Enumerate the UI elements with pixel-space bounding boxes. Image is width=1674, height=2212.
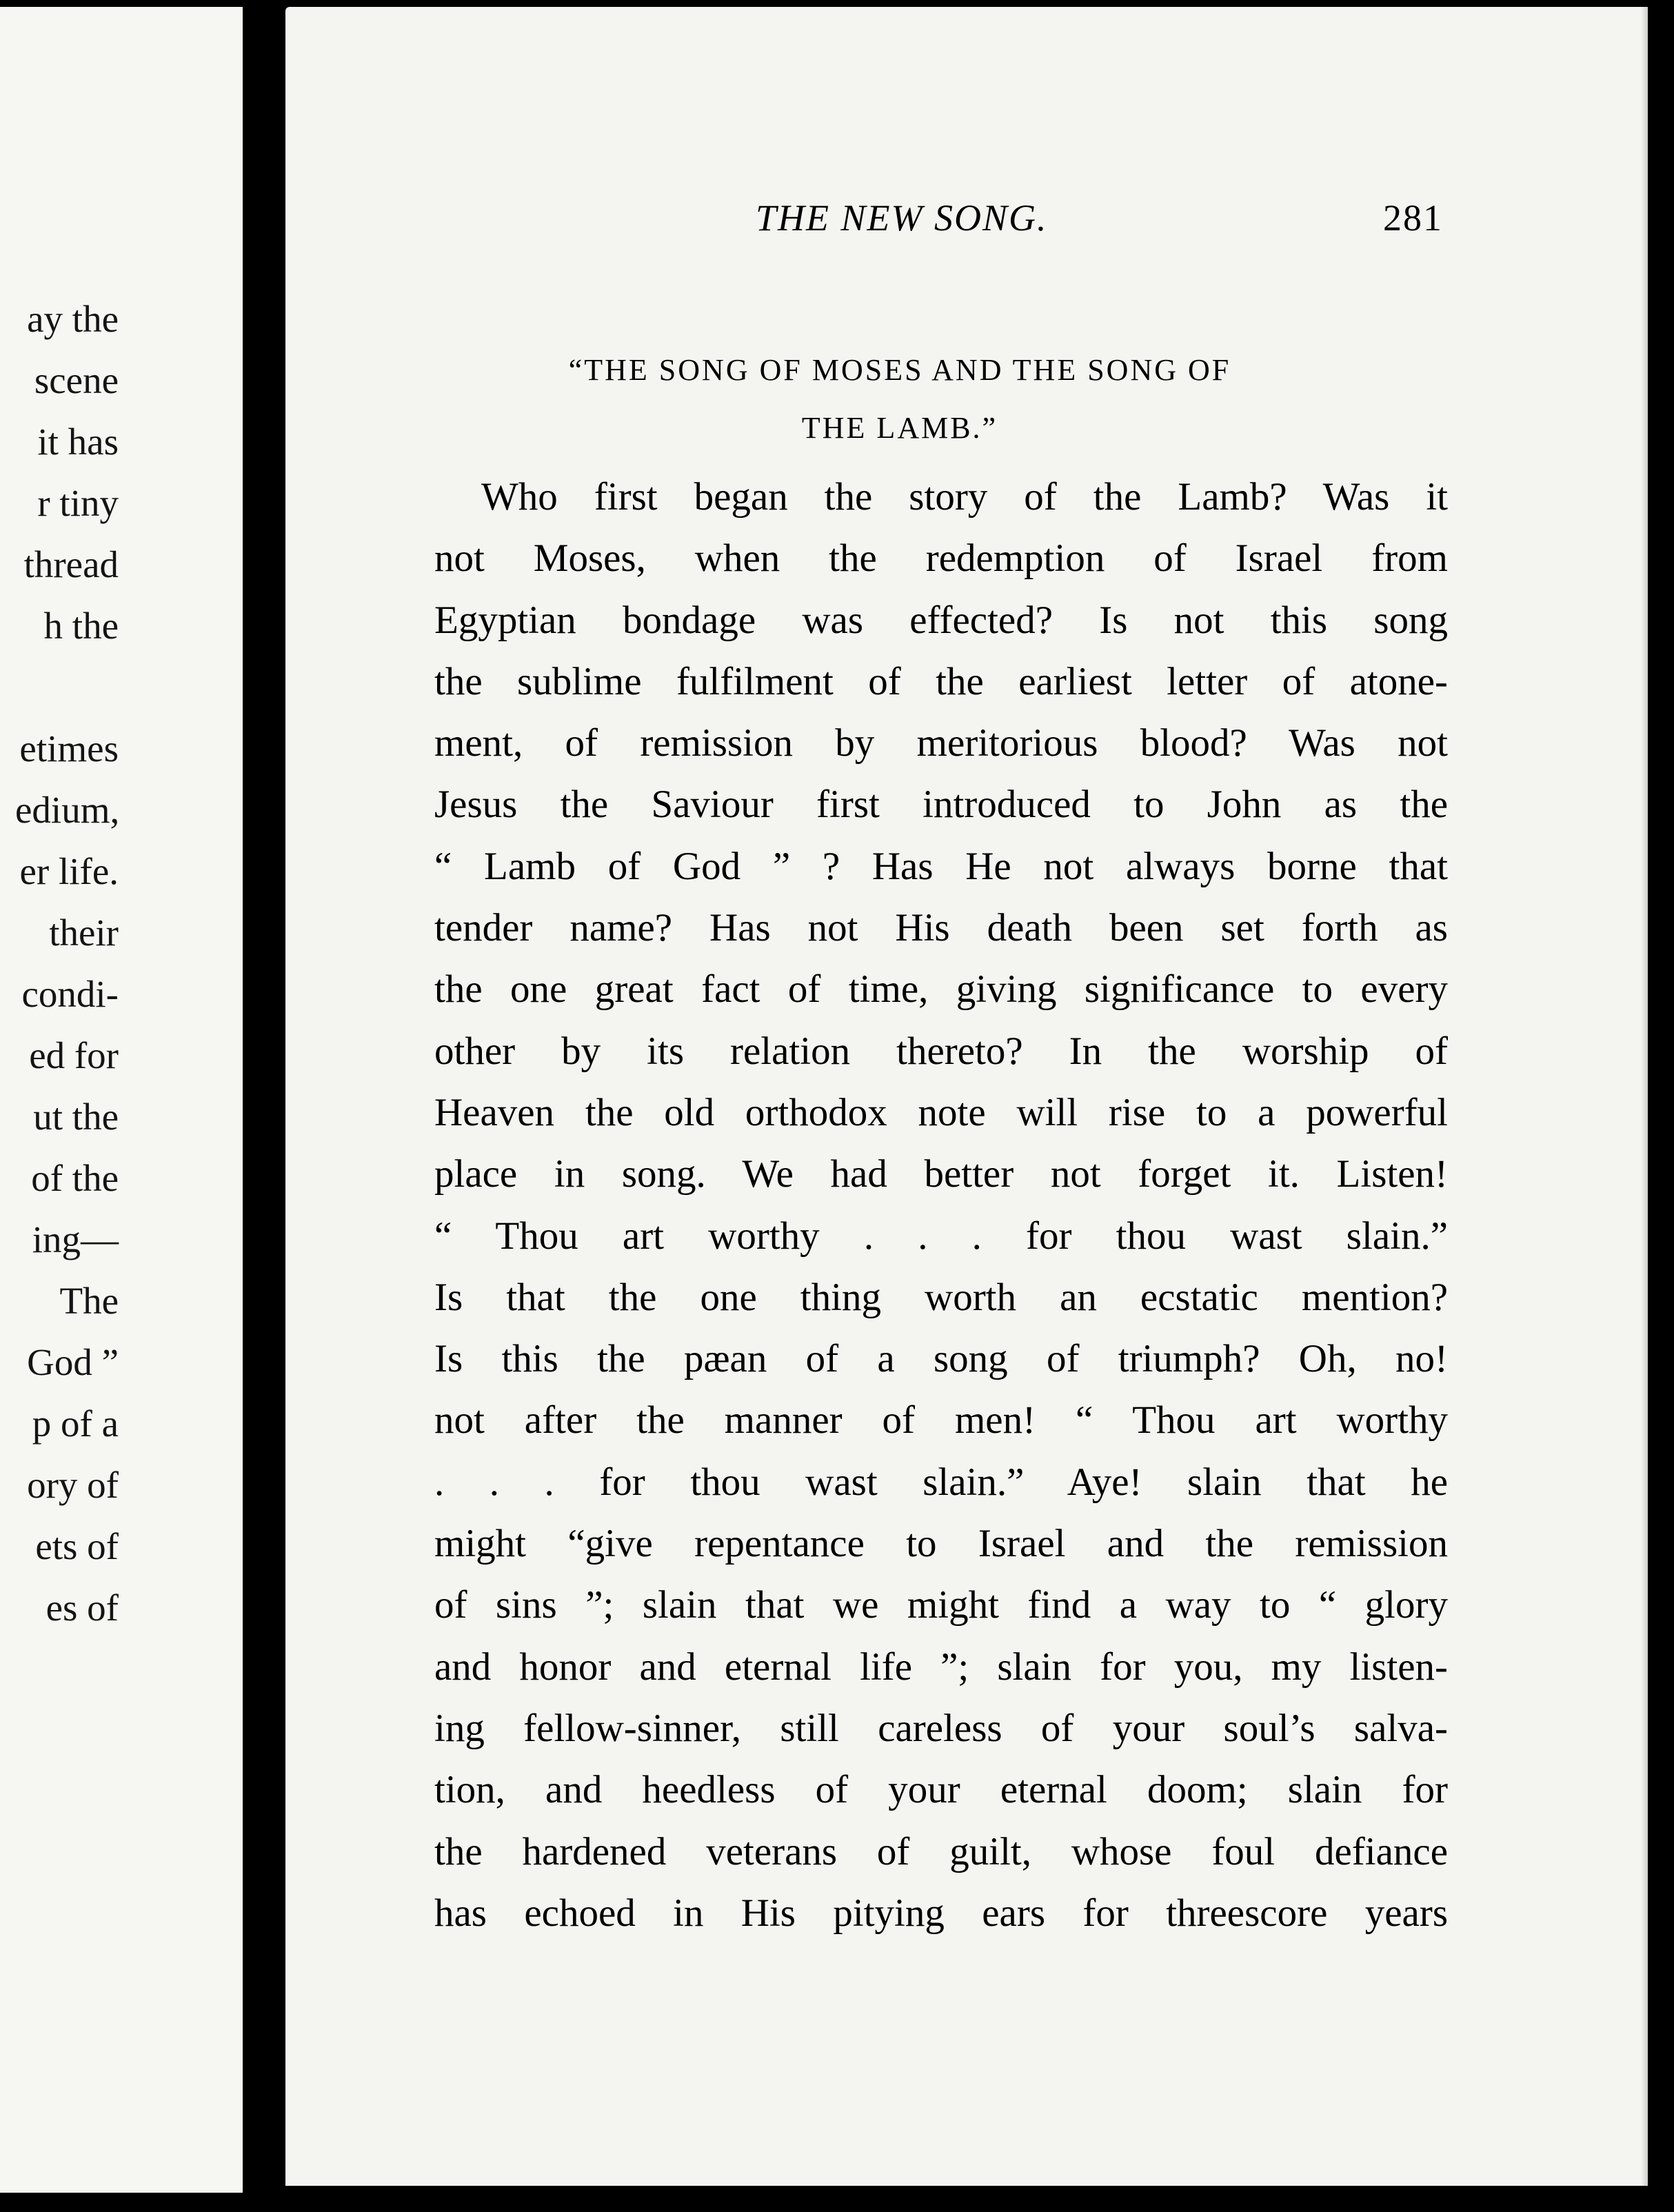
left-line: ut the xyxy=(33,1096,119,1138)
body-line: not Moses, when the redemption of Israel from xyxy=(434,536,1448,581)
body-line: the one great fact of time, giving significance to every xyxy=(434,967,1448,1012)
left-line-blank xyxy=(15,656,119,718)
left-page xyxy=(0,7,243,2193)
body-line: . . . for thou wast slain.” Aye! slain that he xyxy=(434,1460,1448,1504)
running-head: THE NEW SONG. xyxy=(756,197,1048,239)
body-line: the hardened veterans of guilt, whose foul defiance xyxy=(434,1829,1448,1873)
left-line: edium, xyxy=(15,789,120,831)
body-line: might “give repentance to Israel and the remission xyxy=(434,1522,1448,1566)
left-line: of the xyxy=(31,1157,119,1199)
body-line: ing fellow-sinner, still careless of your soul’s salva- xyxy=(434,1706,1448,1750)
body-line: Is that the one thing worth an ecstatic mention? xyxy=(434,1275,1448,1319)
left-line: h the xyxy=(43,605,119,647)
body-line: not after the manner of men! “ Thou art worthy xyxy=(434,1398,1448,1442)
body-line: tion, and heedless of your eternal doom; slain for xyxy=(434,1768,1448,1812)
left-line: ory of xyxy=(27,1464,119,1506)
left-line: condi- xyxy=(21,973,119,1015)
left-line: God ” xyxy=(27,1341,119,1383)
left-line: The xyxy=(59,1280,119,1322)
left-line: es of xyxy=(46,1587,119,1629)
left-line: ing— xyxy=(32,1218,119,1260)
body-line: tender name? Has not His death been set forth as xyxy=(434,906,1448,950)
left-line: etimes xyxy=(19,727,119,770)
left-line: ed for xyxy=(29,1034,119,1076)
body-line: Jesus the Saviour first introduced to John as the xyxy=(434,783,1448,827)
body-line: “ Lamb of God ” ? Has He not always borne that xyxy=(434,844,1448,888)
body-line: ment, of remission by meritorious blood? Was not xyxy=(434,721,1448,765)
left-line: p of a xyxy=(32,1402,119,1445)
left-line: thread xyxy=(23,543,119,585)
body-line: Is this the pæan of a song of triumph? Oh, no! xyxy=(434,1337,1448,1381)
body-text xyxy=(434,466,1448,1944)
body-line: place in song. We had better not forget it. Listen! xyxy=(434,1152,1448,1196)
section-title xyxy=(414,341,1386,457)
left-page-text xyxy=(15,288,119,1638)
section-title-line: “THE SONG OF MOSES AND THE SONG OF xyxy=(568,353,1231,387)
section-title-line: THE LAMB.” xyxy=(801,411,998,445)
body-line: Who first began the story of the Lamb? Was it xyxy=(481,475,1448,519)
body-line: other by its relation thereto? In the worship of xyxy=(434,1029,1448,1073)
body-line: the sublime fulfilment of the earliest letter of atone- xyxy=(434,659,1448,703)
left-line: ay the xyxy=(27,298,119,340)
body-line: has echoed in His pitying ears for threescore years xyxy=(434,1891,1448,1935)
left-line: r tiny xyxy=(37,482,119,524)
body-line: Egyptian bondage was effected? Is not this song xyxy=(434,598,1448,642)
page-number: 281 xyxy=(1383,197,1443,239)
body-line: Heaven the old orthodox note will rise to a powerful xyxy=(434,1090,1448,1134)
left-line: their xyxy=(49,912,119,954)
left-line: ets of xyxy=(35,1525,119,1567)
body-line: of sins ”; slain that we might find a way to “ glory xyxy=(434,1583,1448,1627)
body-line: “ Thou art worthy . . . for thou wast slain.” xyxy=(434,1214,1448,1258)
left-line: scene xyxy=(34,359,119,401)
body-line: and honor and eternal life ”; slain for you, my listen- xyxy=(434,1645,1448,1689)
left-line: er life. xyxy=(19,850,119,892)
left-line: it has xyxy=(37,421,119,463)
